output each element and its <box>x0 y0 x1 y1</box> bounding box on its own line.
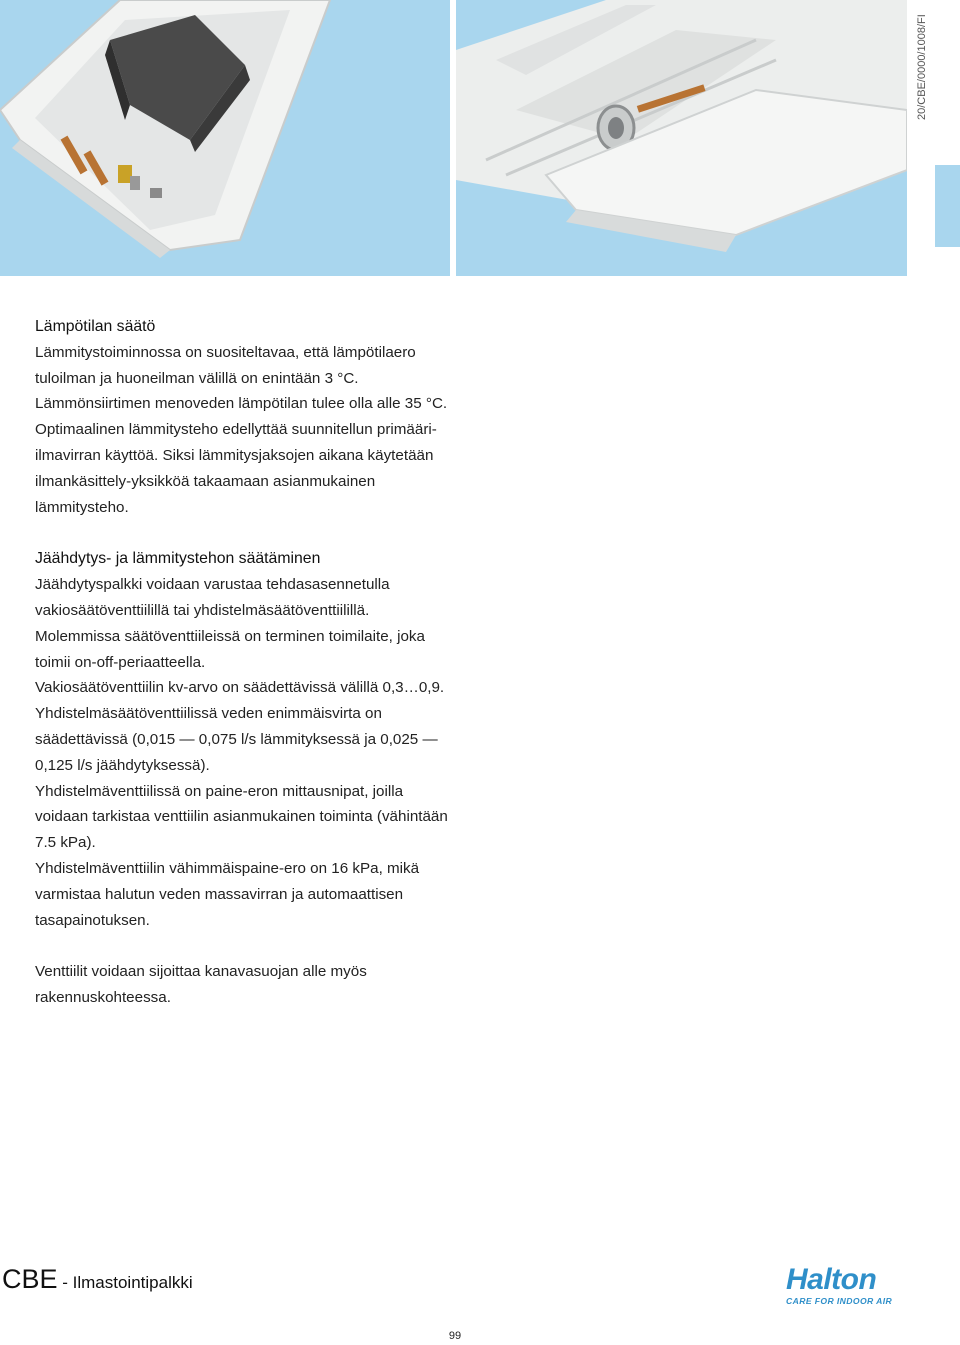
paragraph: Yhdistelmäventtiilissä on paine-eron mittausnipat, joilla voidaan tarkistaa venttiilin asianmukainen toiminta (vähintään 7.5 kPa). <box>35 782 448 852</box>
brand-name: Halton <box>786 1263 877 1296</box>
section-heading: Jäähdytys- ja lämmitystehon säätäminen <box>35 550 321 568</box>
section-cooling-heating-control <box>35 546 455 933</box>
paragraph: Jäähdytyspalkki voidaan varustaa tehdasasennetulla vakiosäätöventtiilillä tai yhdistelmäsäätöventtiilillä. <box>35 576 390 619</box>
paragraph: Lämmitystoiminnossa on suositeltavaa, että lämpötilaero tuloilman ja huoneilman välillä on enintään 3 °C. Lämmönsiirtimen menoveden lämpötilan tulee olla alle 35 °C. Optimaalinen lämmitysteho edellyttää suunnitellun primääri-ilmavirran käyttöä. Siksi lämmitysjaksojen aikana käytetään ilmankäsittely-yksikköä takaamaan asianmukainen lämmitysteho. <box>35 343 448 516</box>
product-photo-beam-valve <box>456 0 907 276</box>
product-name: - Ilmastointipalkki <box>57 1273 193 1292</box>
document-code: 20/CBE/0000/1008/FI <box>916 14 928 120</box>
section-heading: Lämpötilan säätö <box>35 318 156 335</box>
paragraph: Yhdistelmäsäätöventtiilissä veden enimmäisvirta on säädettävissä (0,015 — 0,075 l/s lämmityksessä ja 0,025 — 0,125 l/s jäähdytyksessä). <box>35 705 438 774</box>
product-code: CBE <box>2 1264 58 1294</box>
side-tab-marker <box>935 165 960 247</box>
paragraph: Yhdistelmäventtiilin vähimmäispaine-ero on 16 kPa, mikä varmistaa halutun veden massavirran ja automaattisen tasapainotuksen. <box>35 859 420 929</box>
halton-logo <box>786 1263 910 1308</box>
brand-tagline: CARE FOR INDOOR AIR <box>786 1296 893 1306</box>
main-content <box>35 314 455 1037</box>
footer-title <box>2 1264 193 1295</box>
paragraph: Venttiilit voidaan sijoittaa kanavasuojan alle myös rakennuskohteessa. <box>35 963 367 1007</box>
page-number: 99 <box>448 1330 462 1342</box>
paragraph: Molemmissa säätöventtiileissä on terminen toimilaite, joka toimii on-off-periaatteella. <box>35 627 425 671</box>
product-photo-beam-open <box>0 0 450 276</box>
section-valve-placement <box>35 959 455 1011</box>
section-temperature-control <box>35 314 455 520</box>
paragraph: Vakiosäätöventtiilin kv-arvo on säädettävissä välillä 0,3…0,9. <box>35 679 445 697</box>
